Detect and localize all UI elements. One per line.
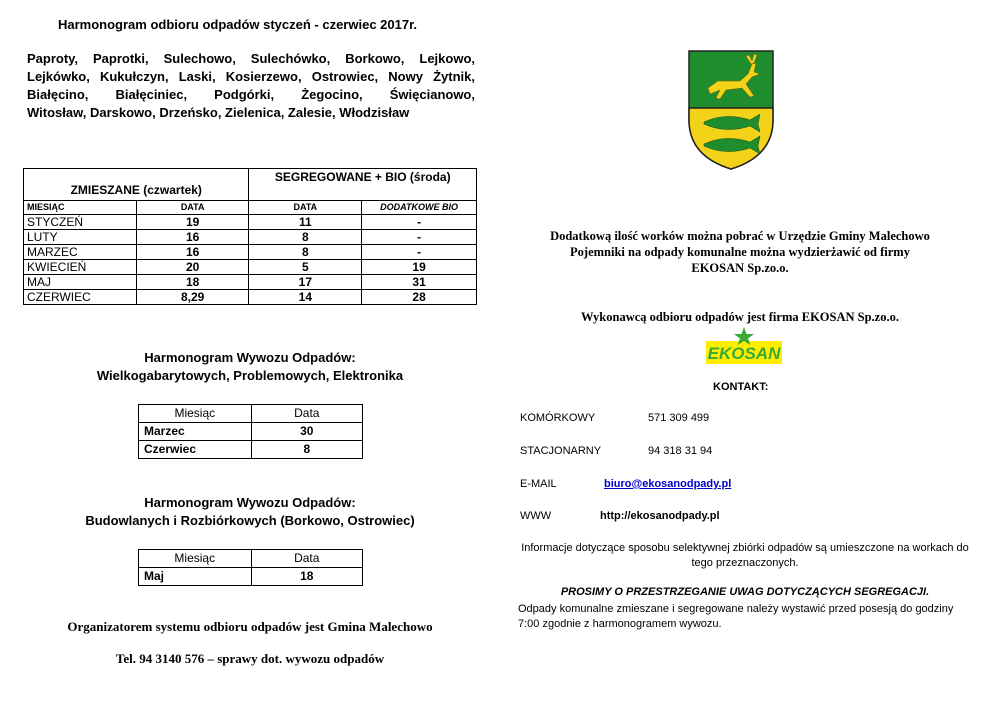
extra-info-line1: Dodatkową ilość worków można pobrać w Urzędzie Gminy Malechowo [550,229,930,243]
mobile-number: 571 309 499 [648,412,710,424]
table-row [24,245,477,260]
month-cell: CZERWIEC [24,290,137,305]
mobile-label: KOMÓRKOWY [520,412,596,424]
date-cell: 18 [251,568,362,586]
construction-waste-title [23,494,477,530]
email-link[interactable]: biuro@ekosanodpady.pl [604,478,732,490]
bio-date-cell: 31 [362,275,477,290]
extra-bags-info [515,228,965,276]
table-row [24,230,477,245]
bulky-waste-table [138,404,363,459]
plea-title: PROSIMY O PRZESTRZEGANIE UWAG DOTYCZĄCYCH SEGREGACJI. [560,586,930,598]
col-month: MIESIĄC [24,201,137,215]
www-label: WWW [520,510,552,522]
bio-date-cell: 19 [362,260,477,275]
bio-date-cell: 28 [362,290,477,305]
segregated-date-cell: 11 [249,215,362,230]
landline-number: 94 318 31 94 [648,445,713,457]
segregated-date-cell: 5 [249,260,362,275]
bulky-waste-title [23,349,477,385]
table-row [24,215,477,230]
mixed-date-cell: 18 [136,275,249,290]
segregated-date-cell: 8 [249,230,362,245]
segregated-date-cell: 8 [249,245,362,260]
info-note: Informacje dotyczące sposobu selektywnej zbiórki odpadów są umieszczone na workach do tego przeznaczonych. [521,542,969,569]
col-month: Miesiąc [139,405,252,423]
month-cell: MAJ [24,275,137,290]
month-cell: LUTY [24,230,137,245]
table-row [24,260,477,275]
segregated-date-cell: 14 [249,290,362,305]
logo-text: EKOSAN [707,344,781,363]
month-cell: MARZEC [24,245,137,260]
phone-note: Tel. 94 3140 576 – sprawy dot. wywozu odpadów [115,651,385,666]
mixed-date-cell: 19 [136,215,249,230]
bio-date-cell: - [362,245,477,260]
bio-date-cell: - [362,215,477,230]
villages-text-last: Witosław, Darskowo, Drzeńsko, Zielenica, Zalesie, Włodzisław [27,105,410,120]
date-cell: 30 [251,423,362,441]
col-date: Data [251,405,362,423]
email-label: E-MAIL [520,478,557,490]
schedule-table [23,168,477,305]
extra-info-line2: Pojemniki na odpady komunalne można wydzierżawić od firmy [570,245,910,259]
website-url: http://ekosanodpady.pl [600,510,720,522]
bulky-title-line2: Wielkogabarytowych, Problemowych, Elektronika [96,368,404,383]
coat-of-arms-icon [688,50,774,170]
contact-title: KONTAKT: [713,381,769,393]
table-row [139,568,363,586]
col-date: Data [251,550,362,568]
table-row [24,290,477,305]
col-date-segregated: DATA [249,201,362,215]
page-title: Harmonogram odbioru odpadów styczeń - czerwiec 2017r. [58,17,418,32]
mixed-date-cell: 16 [136,230,249,245]
table-header-row [24,169,477,201]
table-subheader-row [24,201,477,215]
col-month: Miesiąc [139,550,252,568]
construction-title-line2: Budowlanych i Rozbiórkowych (Borkowo, Ostrowiec) [85,513,415,528]
header-mixed: ZMIESZANE (czwartek) [24,169,249,201]
table-header-row [139,550,363,568]
bulky-title-line1: Harmonogram Wywozu Odpadów: [144,350,356,365]
header-segregated: SEGREGOWANE + BIO (środa) [249,169,477,201]
table-header-row [139,405,363,423]
col-extra-bio: DODATKOWE BIO [362,201,477,215]
mixed-date-cell: 16 [136,245,249,260]
mixed-date-cell: 20 [136,260,249,275]
landline-label: STACJONARNY [520,445,602,457]
table-row [139,441,363,459]
month-cell: Maj [139,568,252,586]
construction-waste-table [138,549,363,586]
extra-info-line3: EKOSAN Sp.zo.o. [691,261,789,275]
table-row [139,423,363,441]
month-cell: Czerwiec [139,441,252,459]
col-date-mixed: DATA [136,201,249,215]
bio-date-cell: - [362,230,477,245]
month-cell: KWIECIEŃ [24,260,137,275]
table-row [24,275,477,290]
contractor-note: Wykonawcą odbioru odpadów jest firma EKOSAN Sp.zo.o. [581,310,899,324]
villages-list [27,50,475,122]
construction-title-line1: Harmonogram Wywozu Odpadów: [144,495,356,510]
segregated-date-cell: 17 [249,275,362,290]
organizer-note: Organizatorem systemu odbioru odpadów jest Gmina Malechowo [67,619,433,634]
villages-text: Paproty, Paprotki, Sulechowo, Sulechówko, Borkowo, Lejkowo, Lejkówko, Kukułczyn, Laski, Kosierzewo, Ostrowiec, Nowy Żytnik, Białęcino, Białęciniec, Podgórki, Żegocino, Święcianowo, [27,51,475,102]
date-cell: 8 [251,441,362,459]
ekosan-logo [706,327,782,364]
mixed-date-cell: 8,29 [136,290,249,305]
month-cell: Marzec [139,423,252,441]
month-cell: STYCZEŃ [24,215,137,230]
plea-text: Odpady komunalne zmieszane i segregowane należy wystawić przed posesją do godziny 7:00 zgodnie z harmonogramem wywozu. [518,603,954,630]
